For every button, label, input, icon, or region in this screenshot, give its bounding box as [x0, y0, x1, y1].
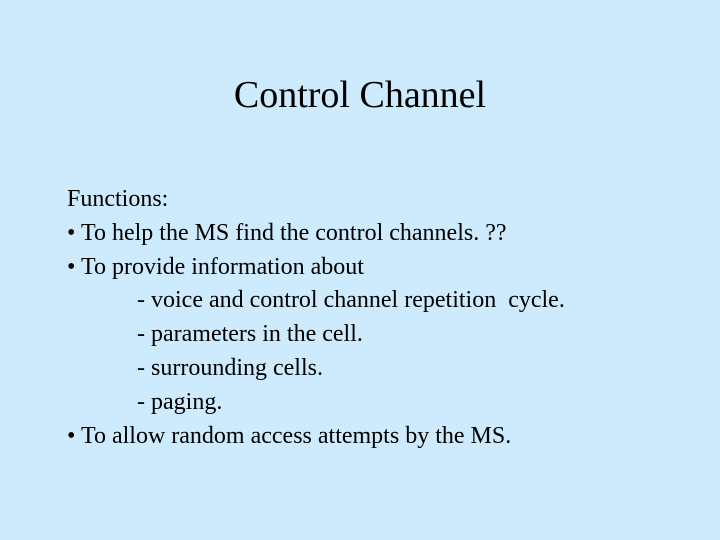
bullet-provide-information: • To provide information about [67, 253, 364, 280]
bullet-find-control-channels: • To help the MS find the control channels. ?? [67, 219, 507, 246]
slide-title: Control Channel [233, 74, 487, 116]
sub-item-paging: - paging. [137, 388, 223, 415]
sub-item-cell-parameters: - parameters in the cell. [137, 321, 363, 348]
functions-heading: Functions: [67, 186, 169, 212]
sub-item-repetition-cycle: - voice and control channel repetition cycle. [137, 287, 565, 314]
slide-body [67, 183, 707, 453]
sub-item-surrounding-cells: - surrounding cells. [137, 354, 323, 381]
bullet-random-access: • To allow random access attempts by the MS. [67, 422, 512, 449]
